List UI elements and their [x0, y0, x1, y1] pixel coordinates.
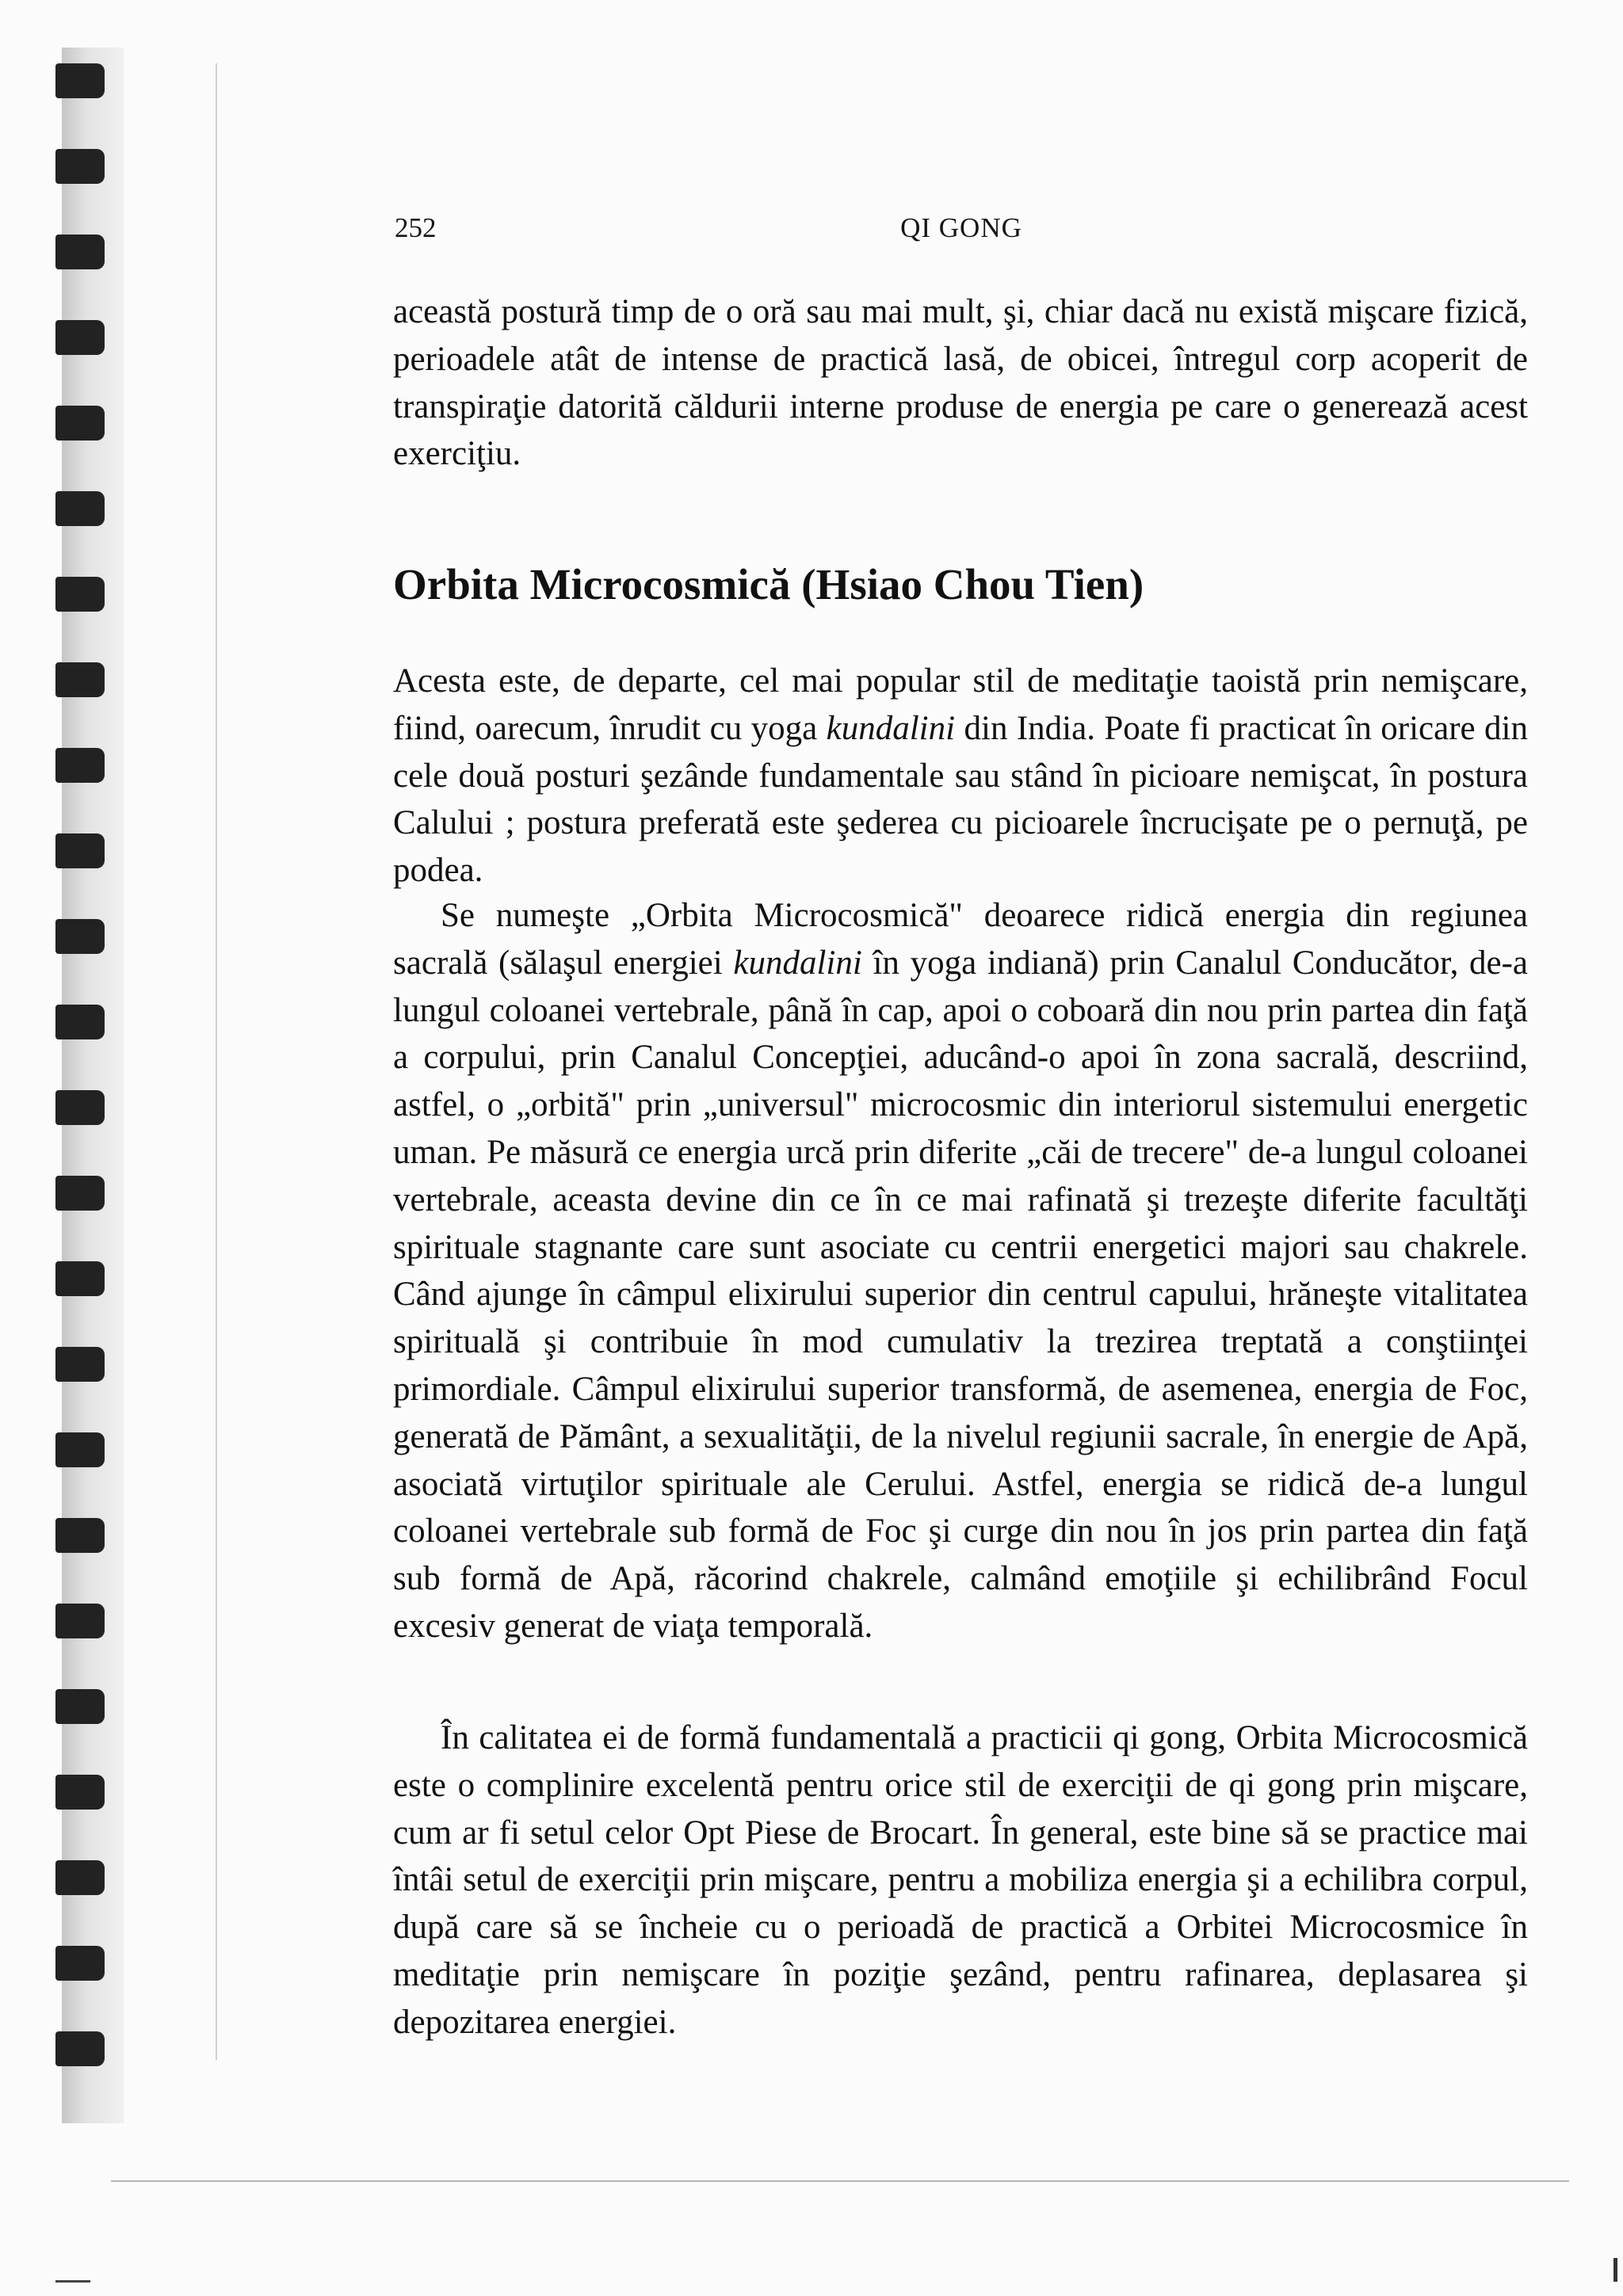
paragraph-text — [393, 658, 1528, 894]
binding-tab — [55, 1090, 105, 1125]
binding-tab — [55, 320, 105, 355]
paragraph-continued — [393, 288, 1528, 478]
paragraph-text — [393, 892, 1528, 1650]
binding-tab — [55, 235, 105, 269]
italic-term: kundalini — [733, 944, 862, 982]
italic-term: kundalini — [826, 709, 956, 747]
spiral-binding — [55, 48, 127, 2123]
binding-tab — [55, 577, 105, 612]
binding-tab — [55, 1261, 105, 1296]
binding-tab — [55, 1347, 105, 1382]
page-edge-line — [216, 63, 217, 2060]
text-run: în yoga indiană) prin Canalul Conducător, de-a lungul coloanei vertebrale, până în cap, apoi o coboară din nou prin partea din faţă a corpului, prin Canalul Concepţiei, aducând-o apoi în zona sacrală, descriind, astfel, o „orbită" prin „universul" microcosmic din interiorul sistemului energetic uman. Pe măsură ce energia urcă prin diferite „căi de trecere" de-a lungul coloanei vertebrale, aceasta devine din ce în ce mai rafinată şi trezeşte diferite facultăţi spirituale stagnante care sunt asociate cu centrii energetici majori sau chakrele. Când ajunge în câmpul elixirului superior din centrul capului, hrăneşte vitalitatea spirituală şi contribuie în mod cumulativ la trezirea treptată a conştiinţei primordiale. Câmpul elixirului superior transformă, de asemenea, energia de Foc, generată de Pământ, a sexualităţii, de la nivelul regiunii sacrale, în energie de Apă, asociată virtuţilor spirituale ale Cerului. Astfel, energia se ridică de-a lungul coloanei vertebrale sub formă de Foc şi curge din nou în jos prin partea din faţă sub formă de Apă, răcorind chakrele, calmând emoţiile şi echilibrând Focul excesiv generat de viaţa temporală. — [393, 944, 1528, 1645]
paragraph-practice — [393, 1714, 1528, 2046]
paragraph-text: În calitatea ei de formă fundamentală a practicii qi gong, Orbita Microcosmică este o complinire excelentă pentru orice stil de exerciţii de qi gong prin mişcare, cum ar fi setul celor Opt Piese de Brocart. În general, este bine să se practice mai întâi setul de exerciţii prin mişcare, pentru a mobiliza energia şi a echilibra corpul, după care să se încheie cu o perioadă de practică a Orbitei Microcosmice în meditaţie prin nemişcare în poziţie şezând, pentru rafinarea, deplasarea şi depozitarea energiei. — [393, 1719, 1528, 2041]
binding-tab — [55, 1176, 105, 1211]
binding-tab — [55, 1005, 105, 1039]
running-title: QI GONG — [900, 212, 1022, 243]
binding-shadow — [62, 48, 124, 2123]
binding-tab — [55, 406, 105, 441]
scan-mark — [55, 2280, 90, 2283]
binding-tab — [55, 63, 105, 98]
section-heading: Orbita Microcosmică (Hsiao Chou Tien) — [393, 560, 1144, 608]
page-bottom-edge — [111, 2180, 1569, 2182]
binding-tab — [55, 1946, 105, 1981]
text-run: Se numeşte „Orbita Microcosmică" deoarece ridică energia din regiunea sacrală (sălaşul energiei — [393, 897, 1528, 982]
binding-tab — [55, 1860, 105, 1895]
binding-tab — [55, 1775, 105, 1810]
binding-tab — [55, 919, 105, 954]
paragraph-intro — [393, 658, 1528, 894]
paragraph-text: această postură timp de o oră sau mai mult, şi, chiar dacă nu există mişcare fizică, perioadele atât de intense de practică lasă, de obicei, întregul corp acoperit de transpiraţie datorită căldurii interne produse de energia pe care o generează acest exerciţiu. — [393, 293, 1528, 473]
page-number: 252 — [395, 212, 437, 243]
binding-tab — [55, 149, 105, 184]
page-header — [395, 212, 1528, 247]
binding-tab — [55, 748, 105, 783]
binding-tab — [55, 1689, 105, 1724]
binding-tab — [55, 833, 105, 868]
binding-tab — [55, 1432, 105, 1467]
scan-mark-corner — [1613, 2258, 1617, 2282]
binding-tab — [55, 1518, 105, 1553]
binding-tab — [55, 662, 105, 697]
text-run: din India. Poate fi practicat în oricare din cele două posturi şezânde fundamentale sau stând în picioare nemişcat, în postura Calului ; postura preferată este şederea cu picioarele încrucişate pe o pernuţă, pe podea. — [393, 709, 1528, 890]
paragraph-orbit-description — [393, 892, 1528, 1650]
binding-tab — [55, 2031, 105, 2066]
text-run: Acesta este, de departe, cel mai popular stil de meditaţie taoistă prin nemişcare, fiind, oarecum, înrudit cu yoga — [393, 662, 1528, 747]
binding-tab — [55, 1604, 105, 1638]
binding-tab — [55, 491, 105, 526]
